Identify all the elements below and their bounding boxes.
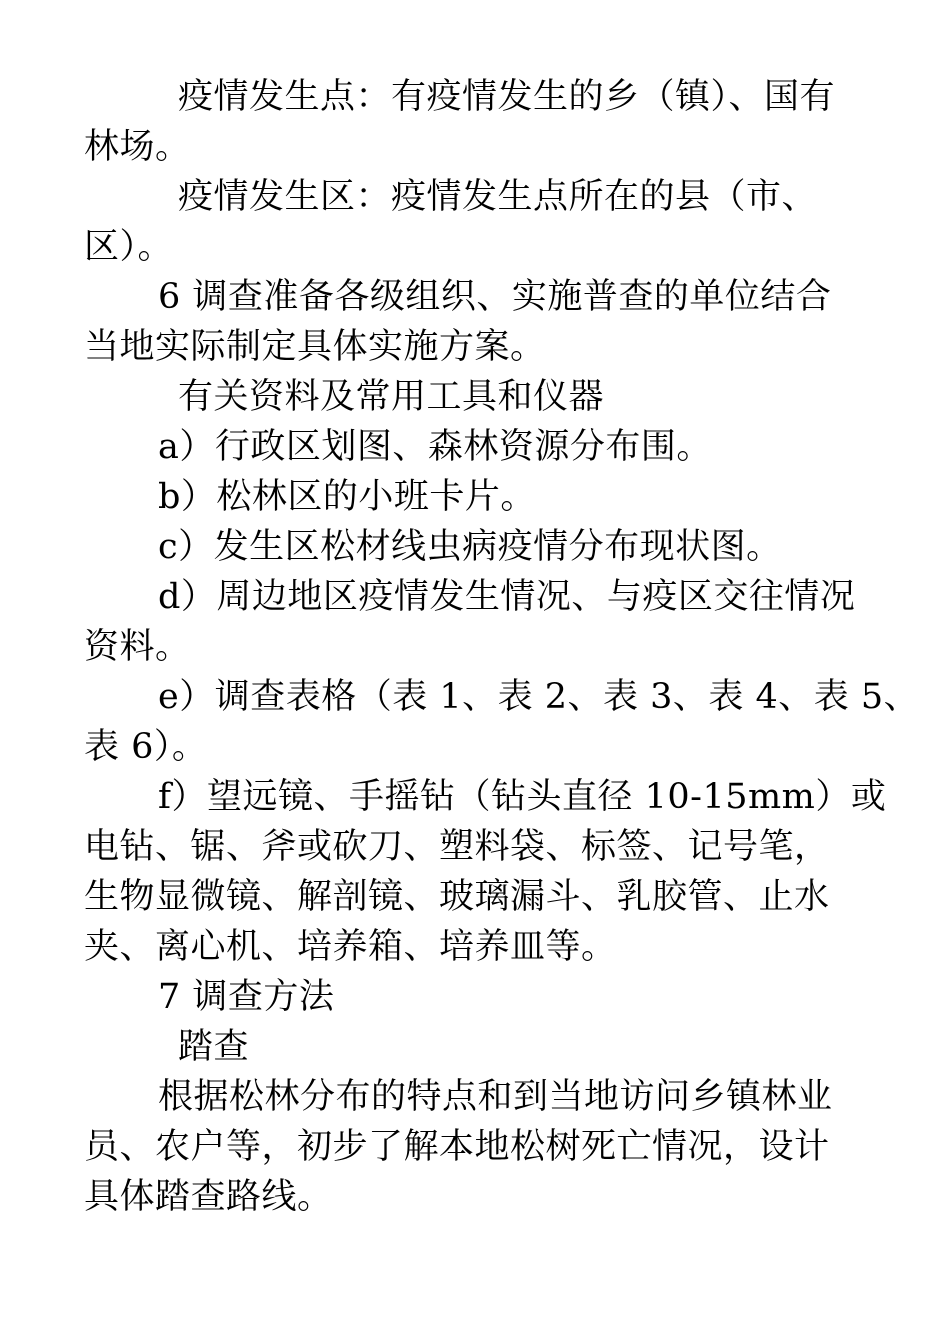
text-line-3: 疫情发生区：疫情发生点所在的县（市、	[178, 177, 818, 217]
list-item-f-cont-2: 生物显微镜、解剖镜、玻璃漏斗、乳胶管、止水	[84, 877, 830, 917]
list-item-e-cont: 表 6）。	[84, 727, 208, 767]
list-item-b: b）松林区的小班卡片。	[158, 477, 536, 517]
list-item-e: e）调查表格（表 1、表 2、表 3、表 4、表 5、	[158, 677, 920, 717]
text-line-4: 区）。	[84, 227, 174, 267]
list-item-f-cont-1: 电钻、锯、斧或砍刀、塑料袋、标签、记号笔，	[84, 827, 830, 867]
list-item-f-cont-3: 夹、离心机、培养箱、培养皿等。	[84, 927, 617, 967]
paragraph-line-3: 具体踏查路线。	[84, 1177, 333, 1217]
section-heading-6: 6 调查准备各级组织、实施普查的单位结合	[158, 277, 832, 317]
document-page	[84, 72, 920, 1222]
paragraph-line-2: 员、农户等，初步了解本地松树死亡情况，设计	[84, 1127, 830, 1167]
list-item-a: a）行政区划图、森林资源分布围。	[158, 427, 712, 467]
subheading-survey: 踏查	[178, 1027, 250, 1067]
text-line-1: 疫情发生点：有疫情发生的乡（镇）、国有	[178, 77, 836, 117]
list-item-c: c）发生区松材线虫病疫情分布现状图。	[158, 527, 782, 567]
paragraph-line-1: 根据松林分布的特点和到当地访问乡镇林业	[158, 1077, 833, 1117]
text-line-6: 当地实际制定具体实施方案。	[84, 327, 546, 367]
text-line-2: 林场。	[84, 127, 191, 167]
list-item-d-cont: 资料。	[84, 627, 191, 667]
list-item-f: f）望远镜、手摇钻（钻头直径 10-15mm）或	[158, 777, 887, 817]
list-item-d: d）周边地区疫情发生情况、与疫区交往情况	[158, 577, 856, 617]
section-heading-7: 7 调查方法	[158, 977, 335, 1017]
subheading-materials: 有关资料及常用工具和仪器	[178, 377, 605, 417]
